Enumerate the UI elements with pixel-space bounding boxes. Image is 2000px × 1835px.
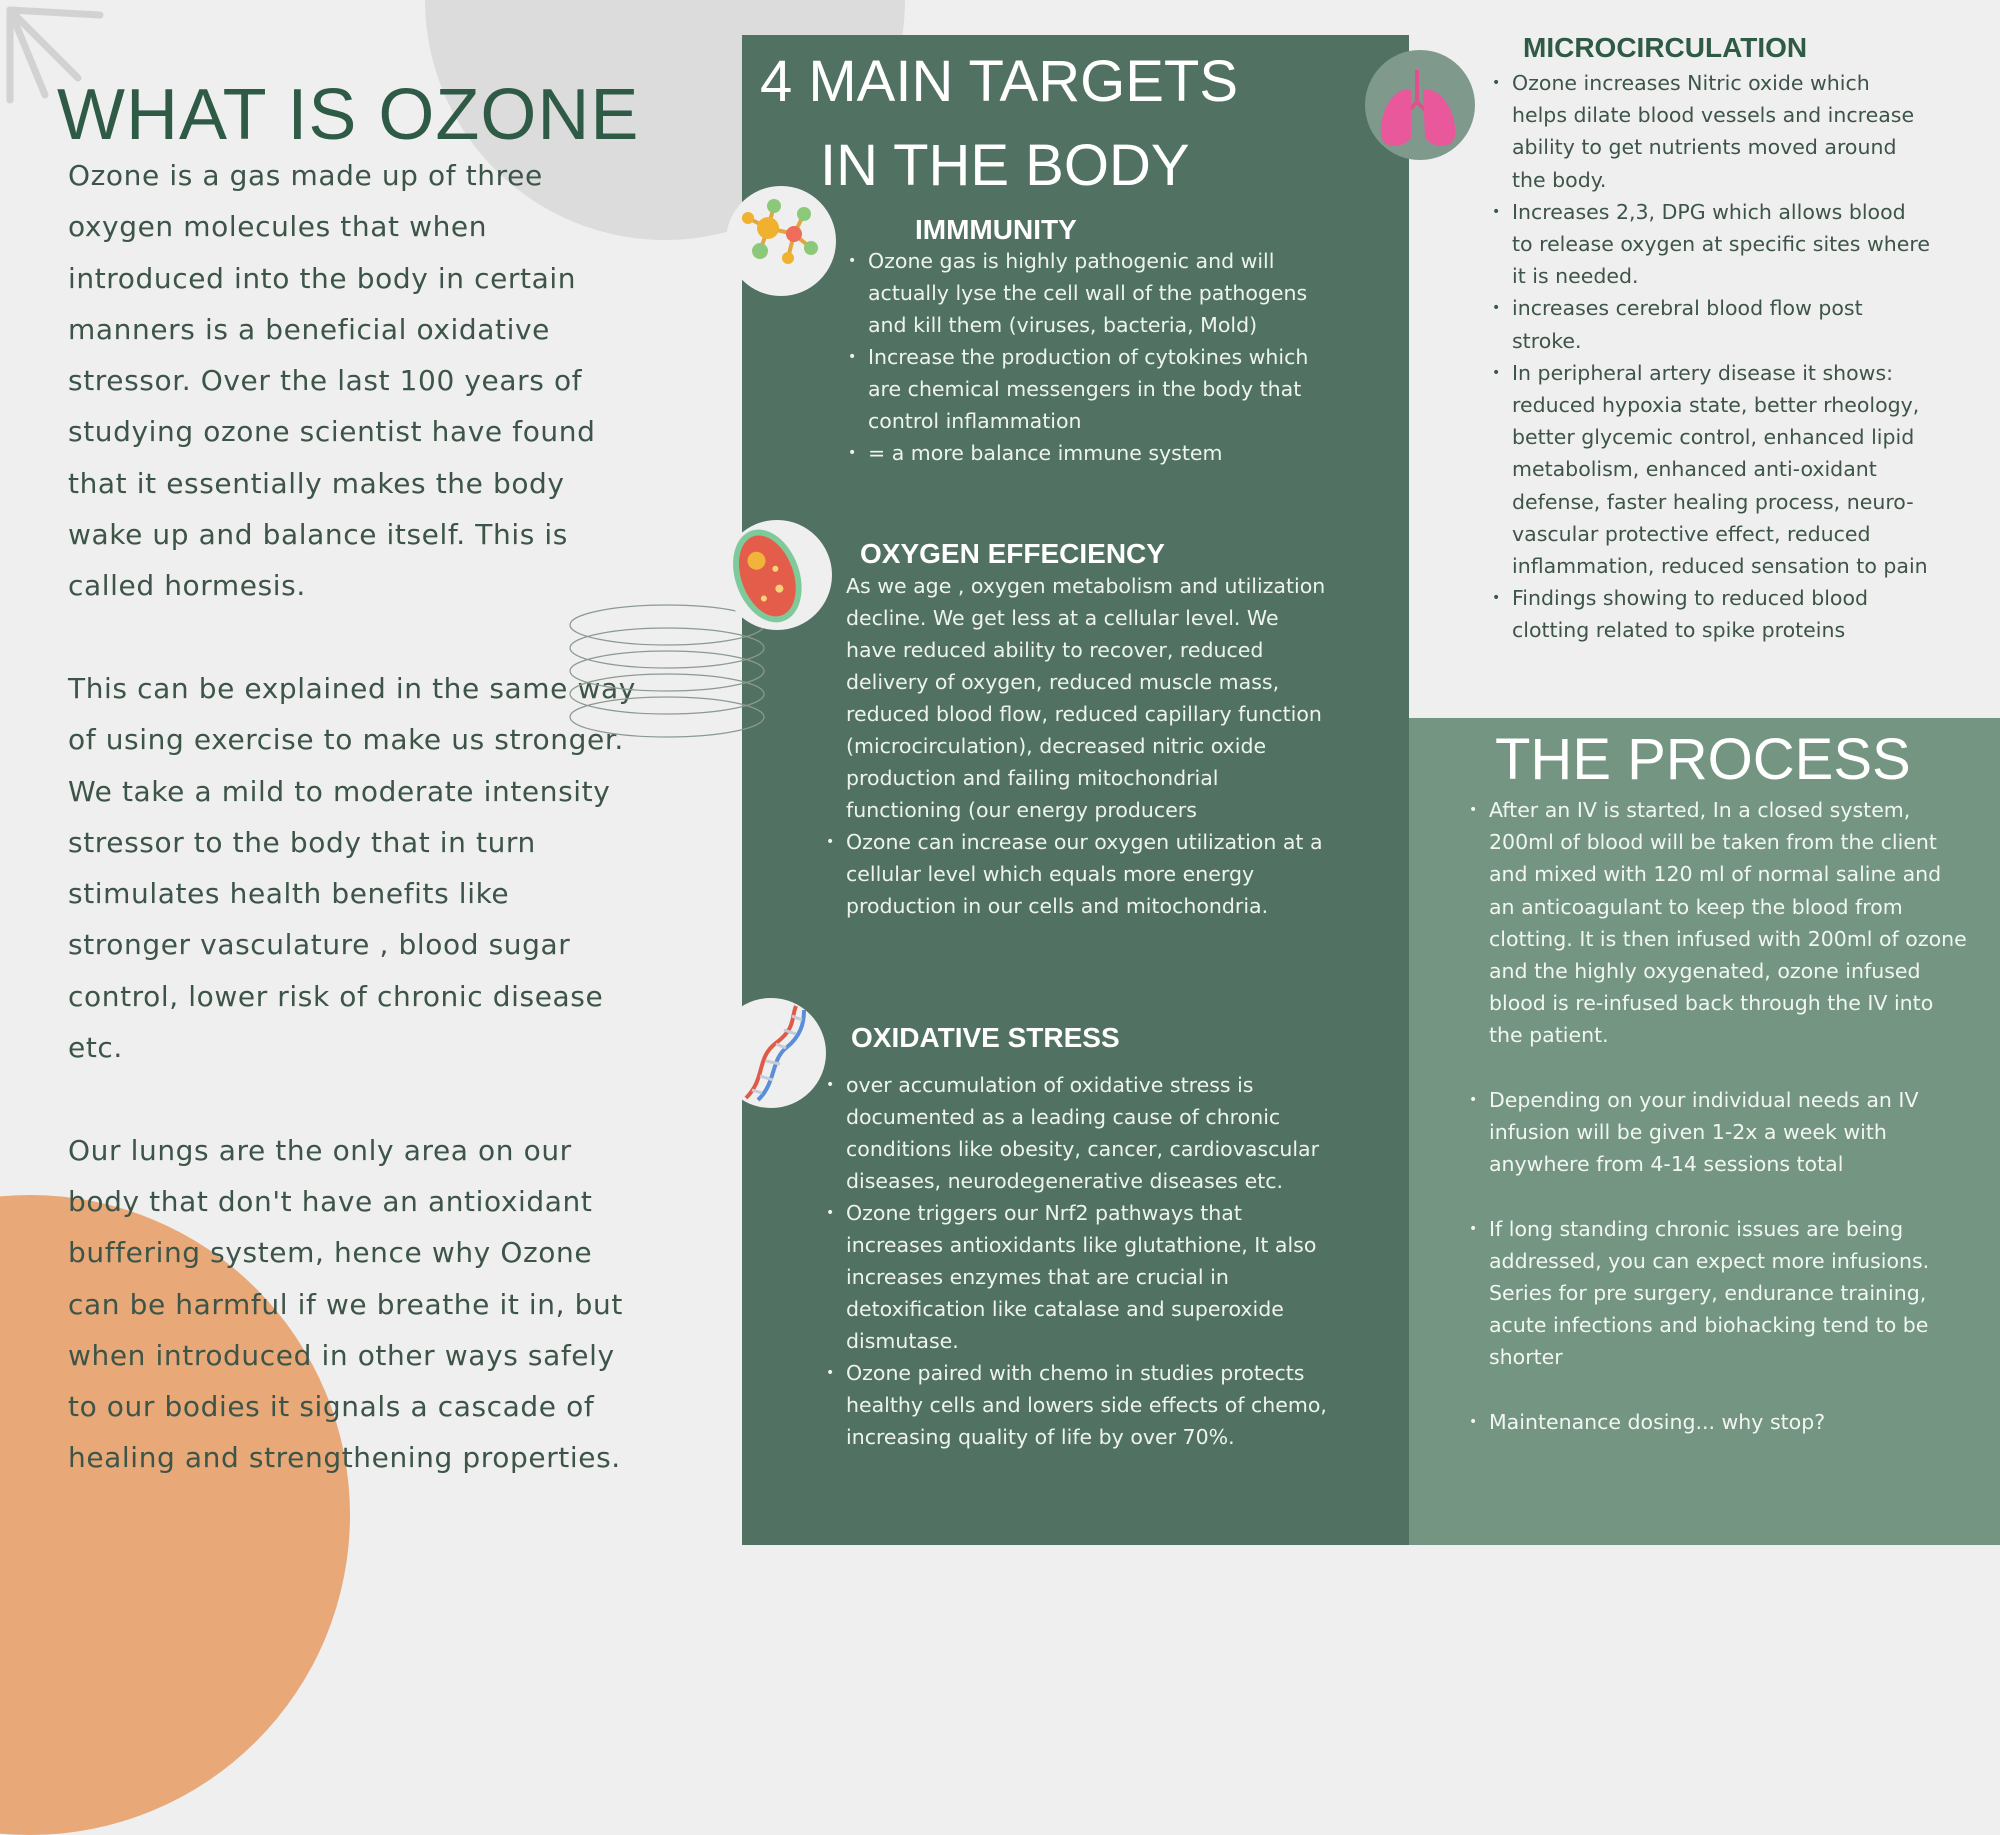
paragraph: Ozone is a gas made up of three oxygen molecules that when introduced into the body in certain manners is a beneficial oxidative stressor. Over the last 100 years of studying ozone scientist have found that it essentially makes the body wake up and balance itself. This is called hormesis.	[68, 159, 596, 603]
list-item: • increases cerebral blood flow post stroke.	[1490, 292, 1930, 356]
microcirculation-heading: MICROCIRCULATION	[1523, 32, 1808, 63]
oxygen-list	[824, 826, 1326, 922]
list-item: • Increase the production of cytokines which are chemical messengers in the body that control inflammation	[846, 341, 1316, 437]
intro-text	[68, 150, 638, 1484]
list-item: • Ozone triggers our Nrf2 pathways that increases antioxidants like glutathione, It also increases enzymes that are crucial in detoxification like catalase and superoxide dismutase.	[824, 1197, 1328, 1357]
list-item: • Ozone can increase our oxygen utilization at a cellular level which equals more energy production in our cells and mitochondria.	[824, 826, 1326, 922]
paragraph: Our lungs are the only area on our body that don't have an antioxidant buffering system, hence why Ozone can be harmful if we breathe it in, but when introduced in other ways safely to our bodies it signals a cascade of healing and strengthening properties.	[68, 1133, 623, 1475]
oxygen-heading: OXYGEN EFFECIENCY	[860, 538, 1165, 569]
oxidative-heading: OXIDATIVE STRESS	[851, 1022, 1120, 1053]
list-item: • Ozone paired with chemo in studies protects healthy cells and lowers side effects of chemo, increasing quality of life by over 70%.	[824, 1357, 1328, 1453]
list-item: • If long standing chronic issues are being addressed, you can expect more infusions. Series for pre surgery, endurance training, acute infections and biohacking tend to be shorter	[1467, 1213, 1967, 1374]
list-item: • = a more balance immune system	[846, 437, 1316, 469]
list-item: • Maintenance dosing... why stop?	[1467, 1406, 1967, 1438]
microcirculation-list	[1490, 67, 1930, 647]
immunity-heading: IMMMUNITY	[915, 214, 1077, 245]
molecule-icon	[726, 186, 836, 296]
title-line: 4 MAIN TARGETS	[760, 49, 1239, 114]
list-item: • In peripheral artery disease it shows: reduced hypoxia state, better rheology, better glycemic control, enhanced lipid metabolism, enhanced anti-oxidant defense, faster healing process, neuro-vascular protective effect, reduced inflammation, reduced sensation to pain	[1490, 357, 1930, 582]
list-item: • Ozone increases Nitric oxide which helps dilate blood vessels and increase ability to get nutrients moved around the body.	[1490, 67, 1930, 196]
lungs-icon	[1365, 50, 1475, 160]
dna-icon	[716, 998, 826, 1108]
oxygen-intro: As we age , oxygen metabolism and utilization decline. We get less at a cellular level. We have reduced ability to recover, reduced delivery of oxygen, reduced muscle mass, reduced blood flow, reduced capillary function (microcirculation), decreased nitric oxide production and failing mitochondrial functioning (our energy producers	[846, 574, 1326, 822]
title-line: IN THE BODY	[820, 133, 1190, 198]
page-title: WHAT IS OZONE	[57, 75, 640, 155]
oxygen-section	[846, 570, 1326, 922]
list-item: • over accumulation of oxidative stress is documented as a leading cause of chronic conditions like obesity, cancer, cardiovascular diseases, neurodegenerative diseases etc.	[824, 1069, 1328, 1197]
process-title: THE PROCESS	[1495, 727, 1911, 792]
targets-title	[760, 40, 1320, 208]
list-item: • Increases 2,3, DPG which allows blood to release oxygen at specific sites where it is needed.	[1490, 196, 1930, 293]
immunity-list	[846, 245, 1316, 469]
list-item: • After an IV is started, In a closed system, 200ml of blood will be taken from the client and mixed with 120 ml of normal saline and an anticoagulant to keep the blood from clotting. It is then infused with 200ml of ozone and the highly oxygenated, ozone infused blood is re-infused back through the IV into the patient.	[1467, 794, 1967, 1052]
paragraph: This can be explained in the same way of using exercise to make us stronger. We take a mild to moderate intensity stressor to the body that in turn stimulates health benefits like stronger vasculature , blood sugar control, lower risk of chronic disease etc.	[68, 671, 636, 1065]
cell-icon	[722, 520, 832, 630]
list-item: • Ozone gas is highly pathogenic and will actually lyse the cell wall of the pathogens and kill them (viruses, bacteria, Mold)	[846, 245, 1316, 341]
process-list	[1467, 794, 1967, 1438]
list-item: • Findings showing to reduced blood clotting related to spike proteins	[1490, 582, 1930, 646]
list-item: • Depending on your individual needs an IV infusion will be given 1-2x a week with anywhere from 4-14 sessions total	[1467, 1084, 1967, 1181]
oxidative-list	[824, 1069, 1328, 1453]
